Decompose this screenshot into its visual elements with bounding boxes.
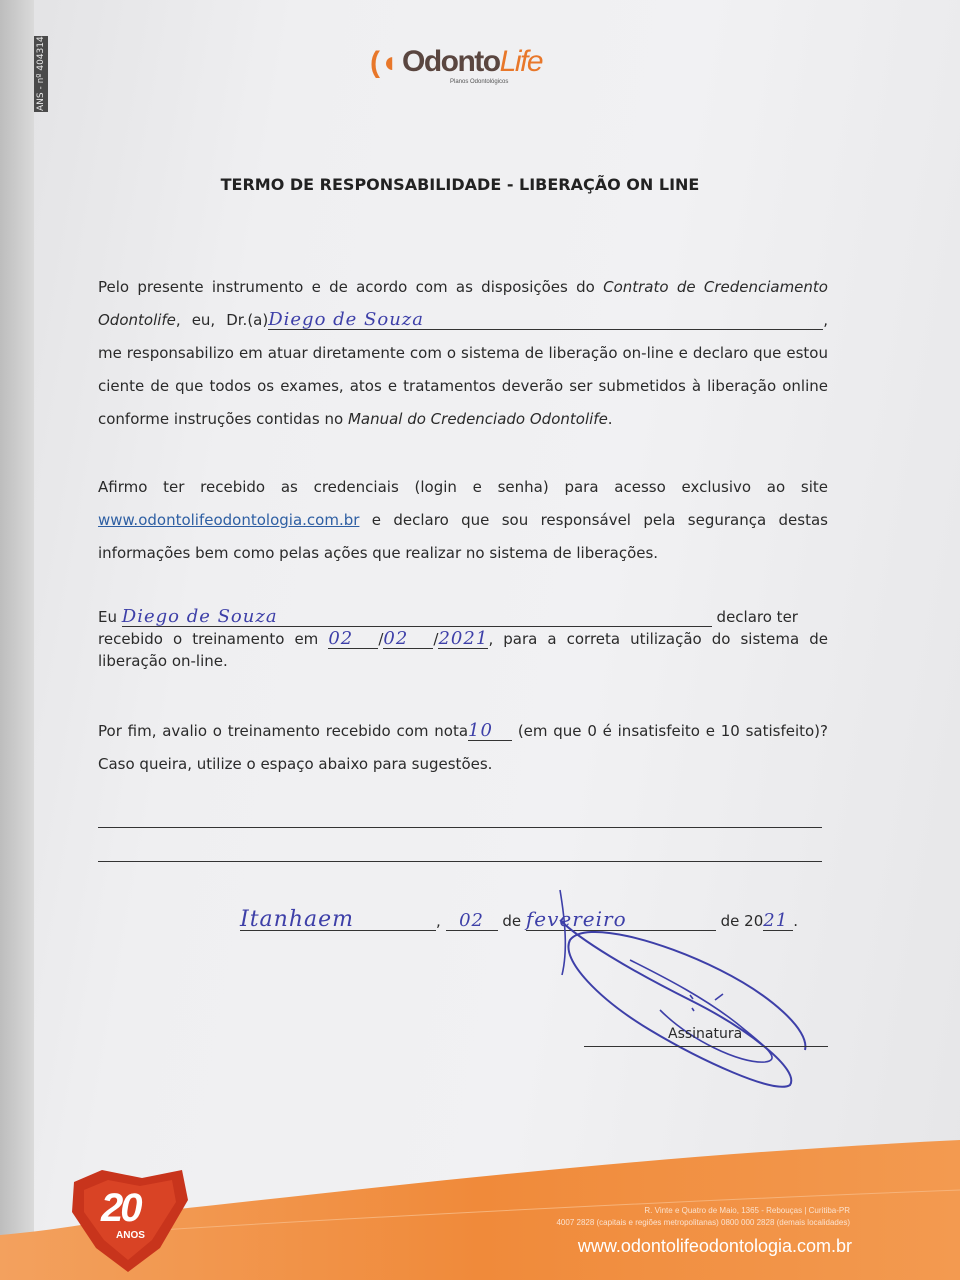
training-year-field (438, 630, 488, 649)
date-month-handwritten: fevereiro (525, 907, 627, 931)
para1-dr: , eu, Dr.(a) (175, 311, 269, 329)
para2-rest: e declaro que sou responsável pela segurança destas informações bem como pelas ações que realizar no sistema de liberações. (98, 511, 828, 562)
logo-wordmark (402, 45, 542, 79)
date-year-suffix: 21 (763, 910, 789, 931)
suggestion-line-1 (98, 827, 822, 828)
suggestion-line-2 (98, 861, 822, 862)
training-day-field (328, 630, 378, 649)
signature-line (584, 1046, 828, 1047)
date-day: 02 (459, 910, 485, 931)
date-day-field (446, 912, 498, 931)
city-handwritten: Itanhaem (240, 907, 354, 932)
logo-brand-light: Life (499, 45, 543, 78)
logo-brand-dark: Odonto (402, 45, 500, 78)
paragraph-rating (98, 715, 828, 781)
site-link[interactable]: www.odontolifeodontologia.com.br (98, 511, 360, 529)
paragraph-training: Eu Diego de Souza declaro ter recebido o treinamento em 02 /02 /2021, para a correta utilização do sistema de liberação on-line. (98, 606, 828, 670)
rating-score: 10 (468, 720, 493, 741)
ans-registration-tag: ANS - nº 404314 (36, 36, 46, 112)
trainee-name-field (122, 608, 712, 627)
dentist-name-field (268, 311, 823, 330)
para3-declaro: declaro ter (716, 608, 798, 626)
contract-name: Contrato de Credenciamento Odontolife (98, 278, 828, 329)
para3-eu: Eu (98, 608, 117, 626)
date-de-2: de 20 (720, 912, 764, 930)
footer-phones: 4007 2828 (capitais e regiões metropolitanas) 0800 000 2828 (demais localidades) (556, 1218, 850, 1227)
odontolife-logo (370, 40, 570, 90)
footer-address: R. Vinte e Quatro de Maio, 1365 - Rebouças | Curitiba-PR (644, 1206, 850, 1215)
training-month: 02 (383, 628, 409, 649)
para4-lead: Por fim, avalio o treinamento recebido com nota (98, 722, 469, 740)
logo-subtitle: Planos Odontológicos (450, 79, 509, 85)
date-de-1: de (502, 912, 522, 930)
para1-comma: , (823, 311, 828, 329)
handwritten-signature (540, 880, 840, 1100)
rating-field (468, 722, 512, 741)
document-title: TERMO DE RESPONSABILIDADE - LIBERAÇÃO ON LINE (220, 175, 700, 194)
manual-name: Manual do Credenciado Odontolife (347, 410, 608, 428)
anniversary-label: ANOS (116, 1230, 145, 1241)
para4-rest: (em que 0 é insatisfeito e 10 satisfeito)? Caso queira, utilize o espaço abaixo para sugestões. (98, 722, 828, 773)
anniversary-number: 20 (101, 1186, 140, 1230)
para1-end: . (607, 410, 613, 428)
dentist-name-handwritten: Diego de Souza (268, 309, 425, 330)
training-year: 2021 (438, 628, 489, 649)
date-period: . (793, 912, 799, 930)
place-comma: , (436, 912, 441, 930)
signature-label: Assinatura (668, 1026, 743, 1042)
training-day: 02 (328, 628, 354, 649)
para2-lead: Afirmo ter recebido as credenciais (login e senha) para acesso exclusivo ao site (98, 478, 828, 496)
paragraph-contract (98, 271, 828, 436)
tooth-logo-icon: (◖ (370, 46, 399, 79)
city-field (240, 907, 436, 932)
para3-recebido: recebido o treinamento em (98, 630, 319, 648)
para1-lead: Pelo presente instrumento e de acordo com as disposições do (98, 278, 595, 296)
para3-rest: , para a correta utilização do sistema de liberação on-line. (98, 630, 828, 670)
footer-url[interactable]: www.odontolifeodontologia.com.br (577, 1236, 852, 1256)
paragraph-credentials (98, 471, 828, 570)
para1-body: me responsabilizo em atuar diretamente com o sistema de liberação on-line e declaro que estou ciente de que todos os exames, atos e tratamentos deverão ser submetidos à liberação online conforme instruções contidas no (98, 344, 828, 428)
trainee-name-handwritten: Diego de Souza (121, 606, 278, 627)
training-month-field (383, 630, 433, 649)
